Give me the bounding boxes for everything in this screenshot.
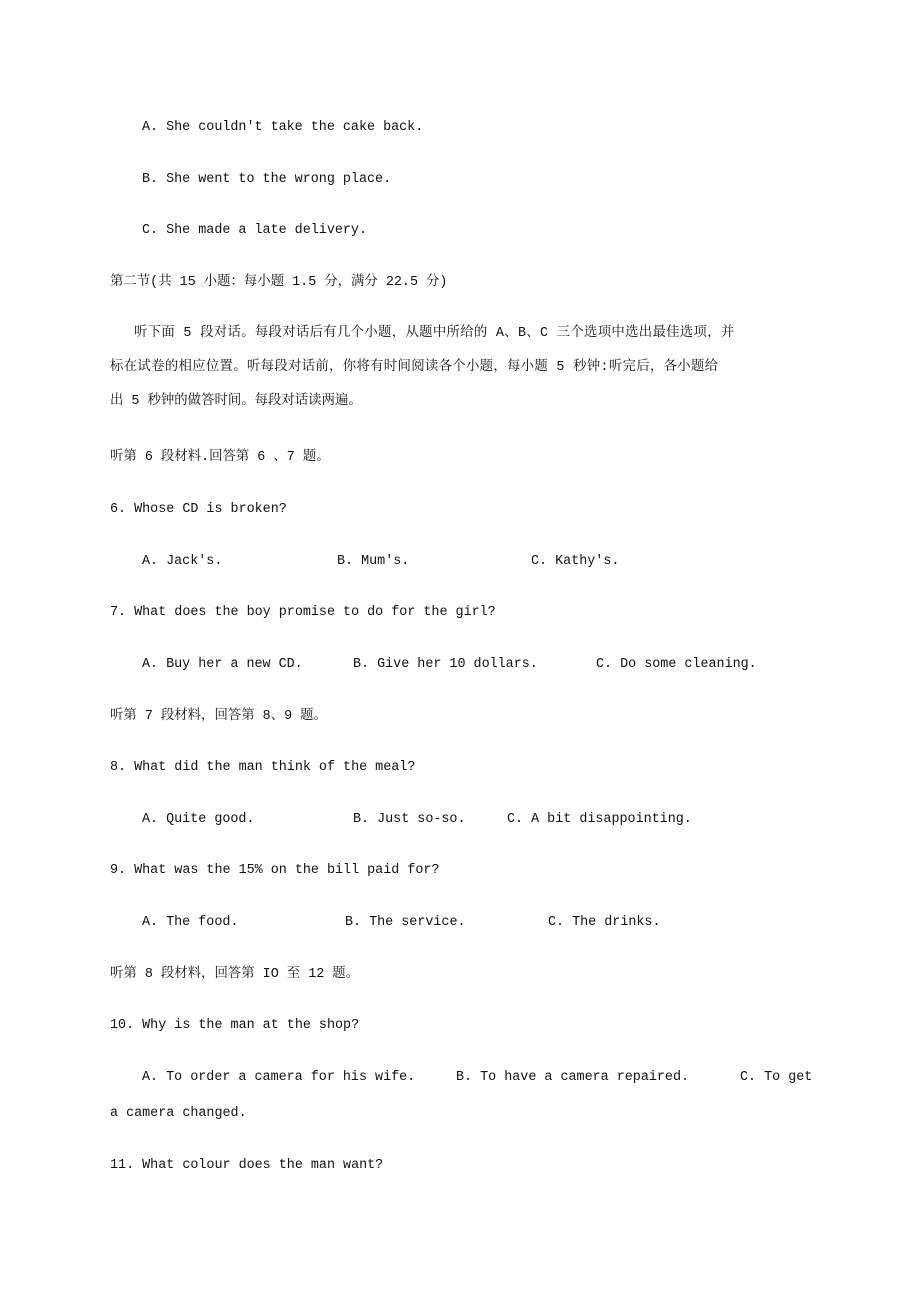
q7-option-b: B. Give her 10 dollars. [353,657,538,672]
question-11: 11. What colour does the man want? [110,1158,384,1173]
passage-7-heading: 听第 7 段材料，回答第 8、9 题。 [110,709,327,724]
instructions-line-3: 出 5 秒钟的做答时间。每段对话读两遍。 [110,394,362,409]
q8-option-a: A. Quite good. [142,812,255,827]
instructions-line-2: 标在试卷的相应位置。听每段对话前，你将有时间阅读各个小题，每小题 5 秒钟:听完后，各小题给 [110,360,719,375]
q5-option-a: A. She couldn't take the cake back. [142,120,424,135]
q6-option-b: B. Mum's. [337,554,410,569]
question-8: 8. What did the man think of the meal? [110,760,416,775]
q7-option-c: C. Do some cleaning. [596,657,757,672]
passage-8-heading: 听第 8 段材料，回答第 IO 至 12 题。 [110,967,360,982]
q6-option-a: A. Jack's. [142,554,223,569]
passage-6-heading: 听第 6 段材料.回答第 6 、7 题。 [110,450,330,465]
question-10: 10. Why is the man at the shop? [110,1018,360,1033]
q8-option-c: C. A bit disappointing. [507,812,692,827]
q5-option-b: B. She went to the wrong place. [142,172,392,187]
q8-option-b: B. Just so-so. [353,812,466,827]
q9-option-a: A. The food. [142,915,239,930]
question-6: 6. Whose CD is broken? [110,502,287,517]
q9-option-b: B. The service. [345,915,466,930]
question-7: 7. What does the boy promise to do for the girl? [110,605,496,620]
q10-option-a: A. To order a camera for his wife. [142,1070,416,1085]
q7-option-a: A. Buy her a new CD. [142,657,303,672]
question-9: 9. What was the 15% on the bill paid for? [110,863,440,878]
q5-option-c: C. She made a late delivery. [142,223,367,238]
q6-option-c: C. Kathy's. [531,554,620,569]
q10-option-c: C. To get [740,1070,813,1085]
q9-option-c: C. The drinks. [548,915,661,930]
instructions-line-1: 听下面 5 段对话。每段对话后有几个小题，从题中所给的 A、B、C 三个选项中选出最佳选项，并 [134,326,735,341]
q10-option-c-continuation: a camera changed. [110,1106,247,1121]
section-title: 第二节(共 15 小题：每小题 1.5 分，满分 22.5 分) [110,275,448,290]
q10-option-b: B. To have a camera repaired. [456,1070,690,1085]
